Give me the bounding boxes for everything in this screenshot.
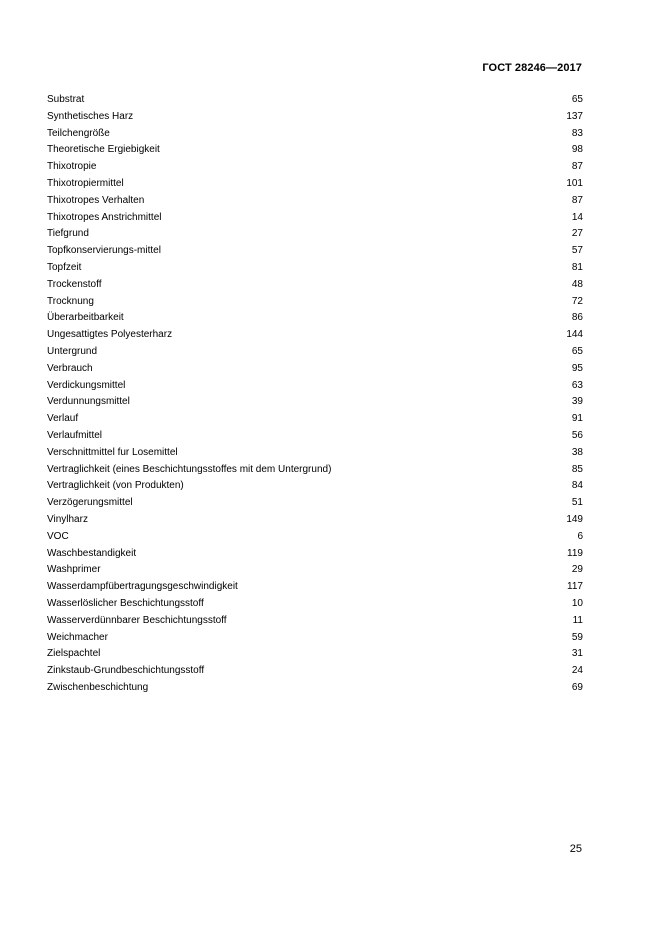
index-term: Untergrund (47, 345, 98, 357)
index-term: Verbrauch (47, 362, 93, 374)
index-term: Synthetisches Harz (47, 110, 134, 122)
index-entry (47, 277, 583, 294)
index-page-ref: 91 (571, 413, 583, 425)
index-page-ref: 56 (571, 429, 583, 441)
index-page-ref: 11 (572, 614, 583, 626)
index-page-ref: 95 (571, 362, 583, 374)
index-term: Überarbeitbarkeit (47, 312, 124, 324)
document-header-code: ГОСТ 28246—2017 (482, 62, 582, 74)
index-page-ref: 98 (571, 144, 583, 156)
index-term: Topfkonservierungs-mittel (47, 245, 161, 257)
index-page-ref: 84 (571, 480, 583, 492)
index-term: Theoretische Ergiebigkeit (47, 144, 160, 156)
index-page-ref: 51 (571, 497, 583, 509)
index-page-ref: 38 (571, 446, 583, 458)
index-entry (47, 579, 583, 596)
index-term: Verschnittmittel fur Losemittel (47, 446, 178, 458)
index-term: Vinylharz (47, 513, 88, 525)
index-term: Substrat (47, 94, 85, 105)
index-term: Weichmacher (47, 631, 108, 643)
index-entry (47, 361, 583, 378)
index-entry (47, 680, 583, 697)
index-term: Thixotropes Anstrichmittel (47, 211, 162, 223)
index-entry (47, 495, 583, 512)
index-page-ref: 117 (567, 581, 583, 593)
index-page-ref: 63 (571, 379, 583, 391)
index-entry (47, 478, 583, 495)
index-term: Wasserdampfübertragungsgeschwindigkeit (47, 581, 238, 593)
index-term: Waschbestandigkeit (47, 547, 137, 559)
index-term: Verlaufmittel (47, 429, 103, 441)
index-page-ref: 65 (571, 94, 583, 105)
index-page-ref: 119 (567, 547, 583, 559)
index-entry (47, 529, 583, 546)
index-term: Tiefgrund (47, 228, 89, 240)
index-page-ref: 86 (571, 312, 583, 324)
index-entry (47, 327, 583, 344)
index-page-ref: 83 (571, 127, 583, 139)
index-page-ref: 149 (566, 513, 583, 525)
index-entry (47, 294, 583, 311)
index-entry (47, 126, 583, 143)
index-term: Washprimer (47, 564, 101, 576)
index-entry (47, 310, 583, 327)
index-list (47, 92, 583, 697)
index-page-ref: 14 (571, 211, 583, 223)
index-entry (47, 613, 583, 630)
index-page-ref: 39 (571, 396, 583, 408)
index-page-ref: 27 (571, 228, 583, 240)
index-entry (47, 109, 583, 126)
index-term: Trockenstoff (47, 278, 102, 290)
index-term: Zielspachtel (47, 648, 101, 660)
index-page-ref: 48 (571, 278, 583, 290)
index-page-ref: 10 (571, 597, 583, 609)
index-term: Topfzeit (47, 261, 82, 273)
index-entry (47, 546, 583, 563)
index-page-ref: 59 (571, 631, 583, 643)
index-term: Verlauf (47, 413, 79, 425)
index-entry (47, 193, 583, 210)
index-page-ref: 72 (571, 295, 583, 307)
index-entry (47, 142, 583, 159)
index-term: Verzögerungsmittel (47, 497, 133, 509)
index-entry (47, 92, 583, 109)
index-term: Zwischenbeschichtung (47, 681, 149, 693)
index-term: Wasserverdünnbarer Beschichtungsstoff (47, 614, 227, 626)
index-entry (47, 344, 583, 361)
index-term: Thixotropiermittel (47, 177, 124, 189)
index-page-ref: 31 (571, 648, 583, 660)
index-entry (47, 411, 583, 428)
index-entry (47, 243, 583, 260)
index-entry (47, 260, 583, 277)
index-page-ref: 87 (571, 194, 583, 206)
index-term: Verdunnungsmittel (47, 396, 130, 408)
index-term: Verdickungsmittel (47, 379, 126, 391)
index-entry (47, 445, 583, 462)
index-term: Teilchengröße (47, 127, 110, 139)
index-page-ref: 24 (571, 665, 583, 677)
index-term: Thixotropes Verhalten (47, 194, 145, 206)
index-page-ref: 57 (571, 245, 583, 257)
index-page-ref: 85 (571, 463, 583, 475)
index-term: Vertraglichkeit (von Produkten) (47, 480, 184, 492)
index-entry (47, 512, 583, 529)
index-entry (47, 646, 583, 663)
index-page-ref: 144 (566, 329, 583, 341)
index-entry (47, 394, 583, 411)
index-entry (47, 596, 583, 613)
index-entry (47, 663, 583, 680)
index-page-ref: 6 (577, 530, 583, 542)
index-term: Ungesattigtes Polyesterharz (47, 329, 173, 341)
index-page-ref: 137 (566, 110, 583, 122)
index-page-ref: 87 (571, 161, 583, 173)
index-page-ref: 81 (571, 261, 583, 273)
index-entry (47, 176, 583, 193)
index-entry (47, 210, 583, 227)
index-term: Trocknung (47, 295, 94, 307)
page-number: 25 (569, 843, 582, 855)
index-term: Wasserlöslicher Beschichtungsstoff (47, 597, 204, 609)
index-entry (47, 378, 583, 395)
index-term: VOC (47, 530, 69, 542)
index-term: Vertraglichkeit (eines Beschichtungsstoffes mit dem Untergrund) (47, 463, 332, 475)
index-entry (47, 428, 583, 445)
index-term: Thixotropie (47, 161, 97, 173)
index-entry (47, 159, 583, 176)
index-entry (47, 562, 583, 579)
index-entry (47, 630, 583, 647)
index-page-ref: 69 (571, 681, 583, 693)
index-page-ref: 101 (566, 177, 583, 189)
index-page-ref: 29 (571, 564, 583, 576)
index-entry (47, 462, 583, 479)
index-term: Zinkstaub-Grundbeschichtungsstoff (47, 665, 205, 677)
index-page-ref: 65 (571, 345, 583, 357)
index-entry (47, 226, 583, 243)
